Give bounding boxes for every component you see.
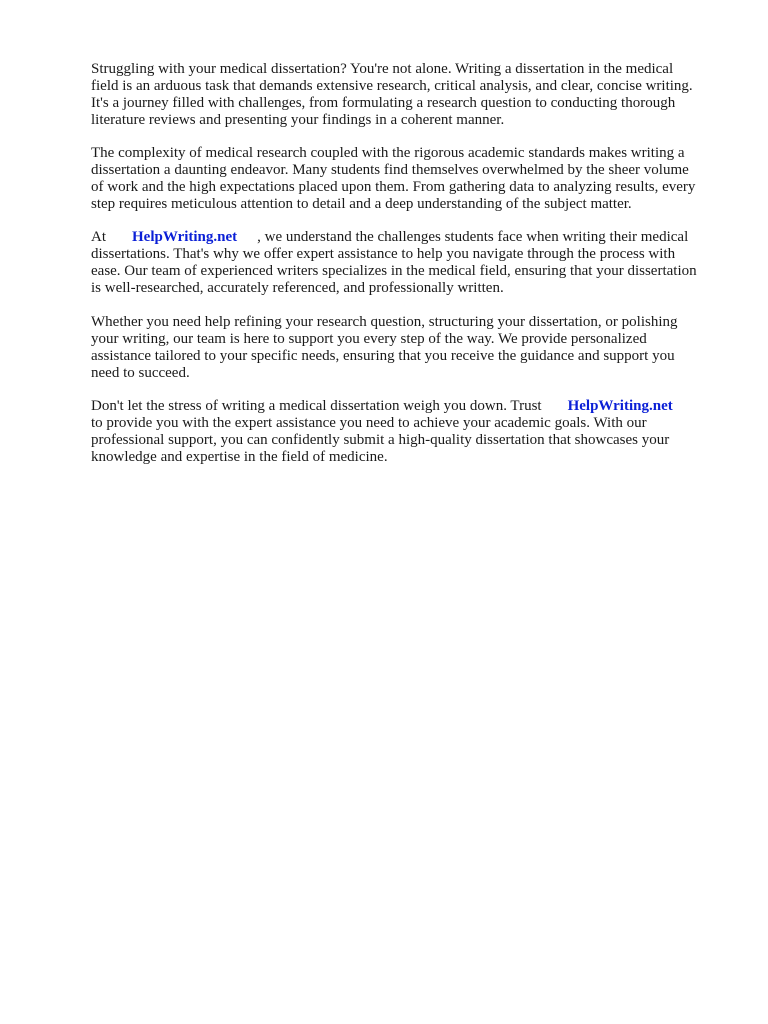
text-line: literature reviews and presenting your findings in a coherent manner. bbox=[91, 112, 505, 128]
paragraph-service bbox=[91, 229, 731, 297]
paragraph-closing bbox=[91, 398, 731, 466]
text-line: The complexity of medical research coupled with the rigorous academic standards makes writing a bbox=[91, 145, 685, 161]
text-line: your writing, our team is here to support you every step of the way. We provide personalized bbox=[91, 331, 647, 347]
text-line: to provide you with the expert assistance you need to achieve your academic goals. With our bbox=[91, 415, 647, 431]
text-line: professional support, you can confidently submit a high-quality dissertation that showcases your bbox=[91, 432, 670, 448]
helpwriting-link[interactable]: HelpWriting.net bbox=[567, 398, 673, 414]
text-line: field is an arduous task that demands extensive research, critical analysis, and clear, concise writing. bbox=[91, 78, 693, 94]
text-line-with-link bbox=[91, 398, 731, 415]
text-line: knowledge and expertise in the field of medicine. bbox=[91, 449, 388, 465]
text-line: of work and the high expectations placed upon them. From gathering data to analyzing results, every bbox=[91, 179, 696, 195]
text-line: step requires meticulous attention to detail and a deep understanding of the subject matter. bbox=[91, 196, 632, 212]
text-line: Whether you need help refining your research question, structuring your dissertation, or polishing bbox=[91, 314, 678, 330]
text-fragment: Don't let the stress of writing a medical dissertation weigh you down. Trust bbox=[91, 398, 542, 414]
text-fragment: At bbox=[91, 229, 106, 245]
text-line: need to succeed. bbox=[91, 365, 190, 381]
text-line: Struggling with your medical dissertation? You're not alone. Writing a dissertation in the medical bbox=[91, 61, 674, 77]
helpwriting-link[interactable]: HelpWriting.net bbox=[132, 229, 238, 245]
text-line: is well-researched, accurately referenced, and professionally written. bbox=[91, 280, 504, 296]
text-line: dissertations. That's why we offer expert assistance to help you navigate through the process with bbox=[91, 246, 676, 262]
text-line-with-link bbox=[91, 229, 731, 246]
text-line: It's a journey filled with challenges, from formulating a research question to conducting thorough bbox=[91, 95, 676, 111]
paragraph-complexity bbox=[91, 145, 731, 213]
text-line: assistance tailored to your specific needs, ensuring that you receive the guidance and support you bbox=[91, 348, 675, 364]
text-fragment: , we understand the challenges students face when writing their medical bbox=[257, 229, 689, 245]
paragraph-help bbox=[91, 314, 731, 382]
paragraph-intro bbox=[91, 61, 731, 129]
text-line: ease. Our team of experienced writers specializes in the medical field, ensuring that your dissertation bbox=[91, 263, 697, 279]
text-line: dissertation a daunting endeavor. Many students find themselves overwhelmed by the sheer volume bbox=[91, 162, 689, 178]
